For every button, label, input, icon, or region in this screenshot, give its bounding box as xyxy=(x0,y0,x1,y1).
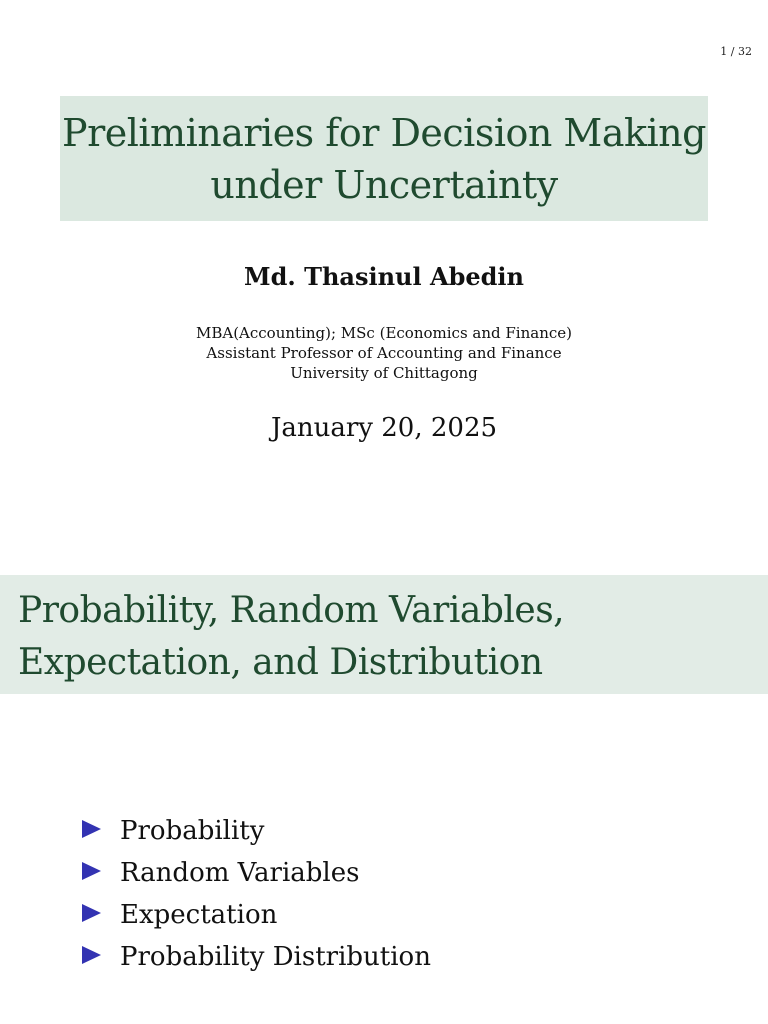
frame-title xyxy=(18,585,564,689)
title-box xyxy=(60,96,708,221)
frame-title-line-2: Expectation, and Distribution xyxy=(18,642,543,683)
triangle-right-icon xyxy=(82,820,101,838)
content-slide xyxy=(0,512,768,1024)
author-name: Md. Thasinul Abedin xyxy=(244,262,524,291)
list-item xyxy=(82,852,431,894)
bullet-list xyxy=(82,810,431,978)
author-affiliation xyxy=(0,323,768,383)
bullet-text: Random Variables xyxy=(120,858,360,888)
frame-title-line-1: Probability, Random Variables, xyxy=(18,590,565,631)
list-item xyxy=(82,810,431,852)
list-item xyxy=(82,894,431,936)
triangle-right-icon xyxy=(82,946,101,964)
triangle-right-icon xyxy=(82,904,101,922)
presentation-title-line-1: Preliminaries for Decision Making xyxy=(62,110,706,155)
frame-title-bar xyxy=(0,575,768,694)
triangle-right-icon xyxy=(82,862,101,880)
presentation-title-line-2: under Uncertainty xyxy=(210,162,558,207)
bullet-text: Probability xyxy=(120,816,265,846)
page-number: 1 / 32 xyxy=(720,45,752,58)
bullet-text: Probability Distribution xyxy=(120,942,431,972)
bullet-text: Expectation xyxy=(120,900,278,930)
affiliation-line-2: Assistant Professor of Accounting and Finance xyxy=(206,344,562,362)
affiliation-line-3: University of Chittagong xyxy=(290,364,478,382)
presentation-date: January 20, 2025 xyxy=(270,413,498,443)
list-item xyxy=(82,936,431,978)
affiliation-line-1: MBA(Accounting); MSc (Economics and Finance) xyxy=(195,324,572,342)
